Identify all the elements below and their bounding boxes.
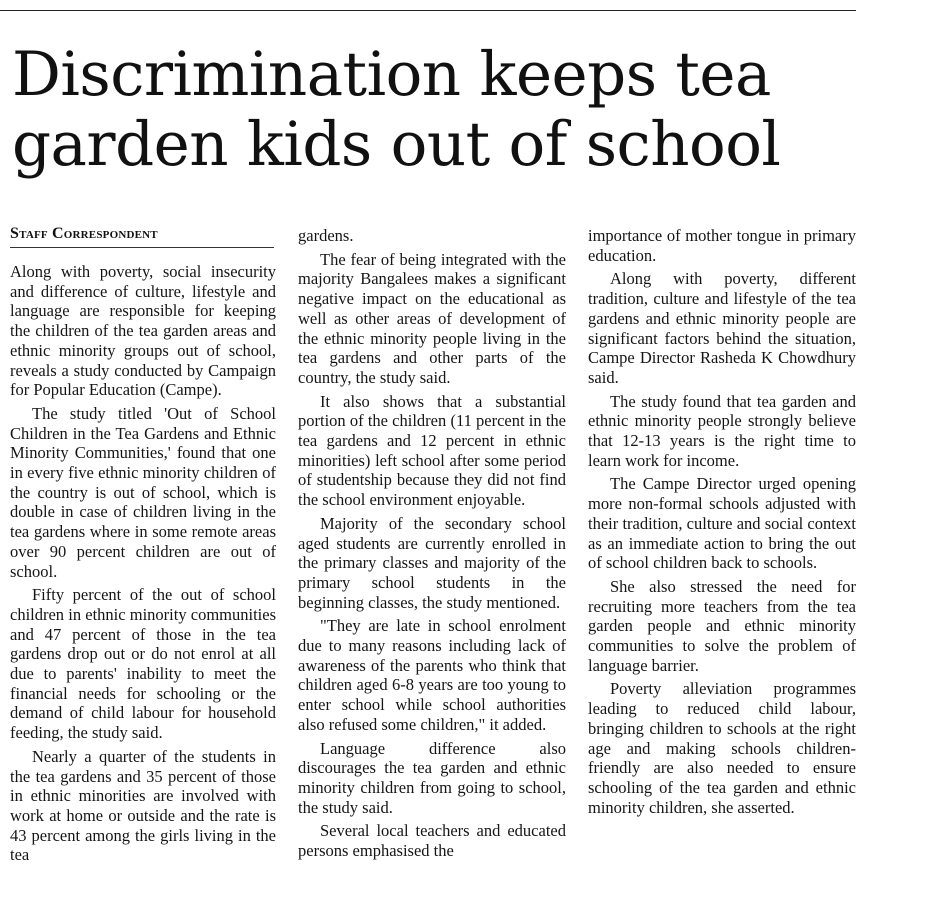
paragraph: Nearly a quarter of the students in the tea gardens and 35 percent of those in ethnic minorities are involved with work at home or outside and the rate is 43 percent among the girls living in the tea xyxy=(10,746,276,865)
paragraph: Fifty percent of the out of school children in ethnic minority communities and 47 percent of those in the tea gardens drop out or do not enrol at all due to parents' inability to meet the financial needs for schooling or the demand of child labour for household feeding, the study said. xyxy=(10,585,276,743)
paragraph: Several local teachers and educated persons emphasised the xyxy=(298,821,566,861)
paragraph: gardens. xyxy=(298,226,354,245)
paragraph: The study found that tea garden and ethnic minority people strongly believe that 12-13 years is the right time to learn work for income. xyxy=(588,391,856,470)
top-rule xyxy=(0,10,856,11)
paragraph: The fear of being integrated with the majority Bangalees makes a significant negative impact on the educational as well as other areas of development of the ethnic minority people living in the tea gardens and other parts of the country, the study said. xyxy=(298,249,566,387)
paragraph: Majority of the secondary school aged students are currently enrolled in the primary classes and majority of the primary school students in the beginning classes, the study mentioned. xyxy=(298,513,566,612)
paragraph: The Campe Director urged opening more non-formal schools adjusted with their tradition, culture and social context as an immediate action to bring the out of school children back to schools. xyxy=(588,474,856,573)
paragraph: Poverty alleviation programmes leading to reduced child labour, bringing children to schools at the right age and making schools children-friendly are also needed to ensure schooling of the tea garden and ethnic minority children, she asserted. xyxy=(588,679,856,817)
paragraph: importance of mother tongue in primary education. xyxy=(588,226,856,265)
headline: Discrimination keeps tea garden kids out of school xyxy=(12,39,781,180)
paragraph: The study titled 'Out of School Children in the Tea Gardens and Ethnic Minority Communities,' found that one in every five ethnic minority children of the country is out of school, which is double in case of children living in the tea gardens where in some remote areas over 90 percent children are out of school. xyxy=(10,403,276,581)
paragraph: Along with poverty, social insecurity and difference of culture, lifestyle and language are responsible for keeping the children of the tea garden areas and ethnic minority groups out of school, reveals a study conducted by Campaign for Popular Education (Campe). xyxy=(10,262,276,400)
paragraph: Along with poverty, different tradition, culture and lifestyle of the tea gardens and ethnic minority people are significant factors behind the situation, Campe Director Rasheda K Chowdhury said. xyxy=(588,269,856,387)
paragraph: She also stressed the need for recruiting more teachers from the tea garden people and ethnic minority communities to solve the problem of language barrier. xyxy=(588,576,856,675)
article-column-2 xyxy=(298,226,566,865)
article-column-1 xyxy=(10,262,276,869)
paragraph: "They are late in school enrolment due to many reasons including lack of awareness of the parents who think that children aged 6-8 years are too young to enter school while school authorities also refused some children," it added. xyxy=(298,616,566,734)
article-column-3 xyxy=(588,226,856,821)
byline: Staff Correspondent xyxy=(10,225,274,248)
paragraph: It also shows that a substantial portion of the children (11 percent in the tea gardens and 12 percent in ethnic minorities) left school after some period of studentship because they did not find the school environment enjoyable. xyxy=(298,391,566,510)
paragraph: Language difference also discourages the tea garden and ethnic minority children from going to school, the study said. xyxy=(298,738,566,817)
